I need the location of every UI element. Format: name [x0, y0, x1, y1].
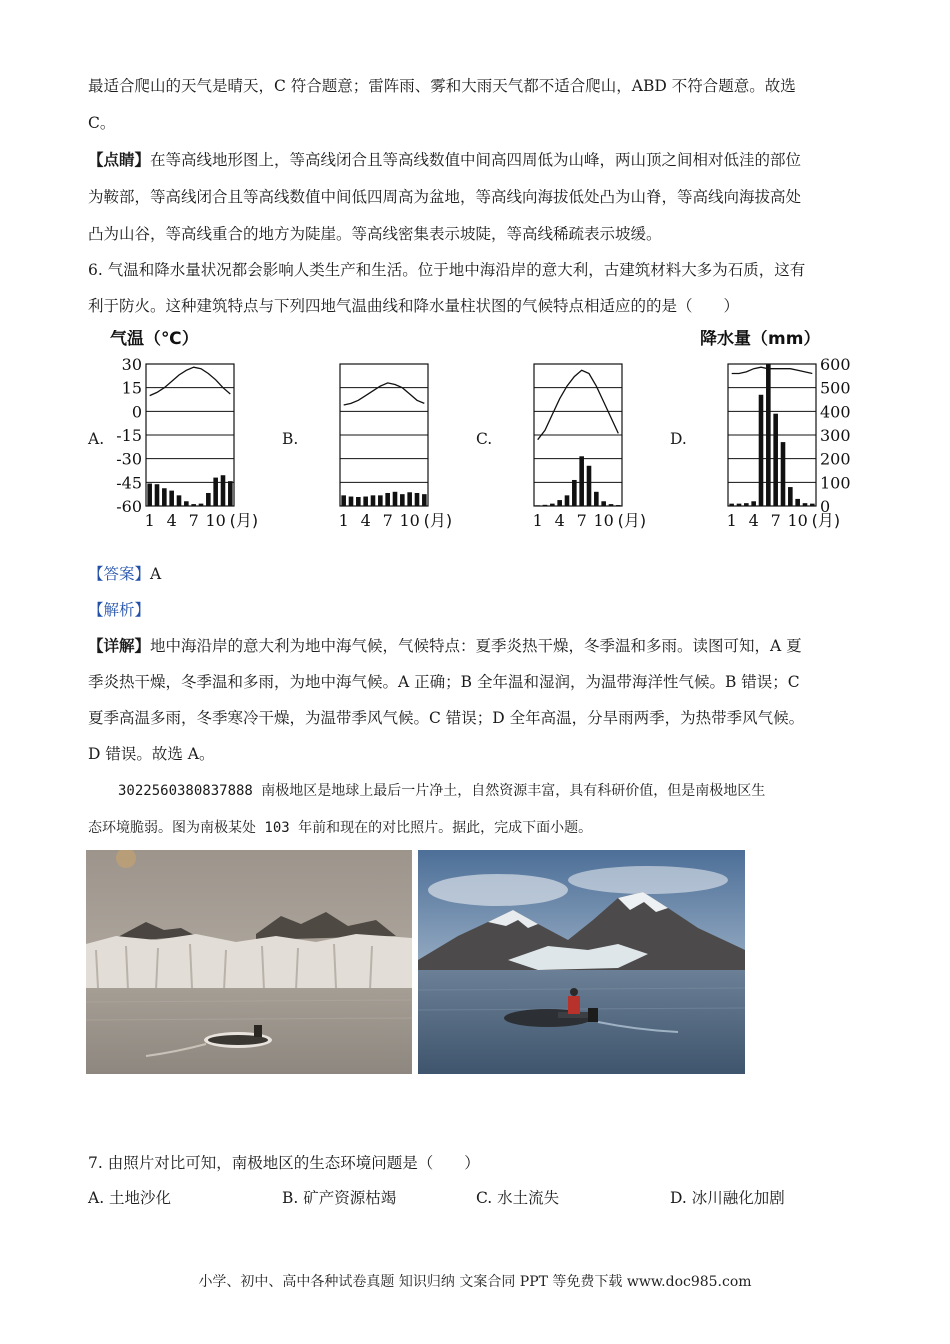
month-tick-label: 7 [188, 511, 199, 530]
detail-line: 夏季高温多雨，冬季寒冷干燥，为温带季风气候。C 错误；D 全年高温，分旱雨两季，为热带季风气候。 [88, 709, 805, 727]
precipitation-bar [601, 501, 606, 506]
precipitation-tick-label: 600 [820, 355, 851, 374]
precipitation-bar [385, 493, 390, 506]
precipitation-bar [162, 488, 167, 506]
precipitation-bar [422, 494, 427, 506]
footer-text: 小学、初中、高中各种试卷真题 知识归纳 文案合同 PPT 等免费下载 www.doc985.com [198, 1274, 752, 1290]
temperature-tick-label: 15 [121, 378, 142, 398]
precipitation-bar [737, 504, 742, 506]
question-6-stem: 利于防火。这种建筑特点与下列四地气温曲线和降水量柱状图的气候特点相适应的的是（ ） [88, 297, 740, 315]
temperature-tick-label: -15 [116, 426, 142, 445]
precipitation-bar [810, 504, 815, 506]
precipitation-bar [766, 364, 771, 506]
precipitation-tick-label: 200 [820, 449, 851, 469]
month-tick-label: 1 [338, 511, 349, 530]
precipitation-bar [587, 466, 592, 506]
dianjing-line [88, 150, 801, 170]
precipitation-bar [773, 414, 778, 506]
detail-line: 季炎热干燥，冬季温和多雨，为地中海气候。A 正确；B 全年温和湿润，为温带海洋性气候。B 错误；C [88, 673, 800, 691]
question-7-stem: 7. 由照片对比可知，南极地区的生态环境问题是（ ） [88, 1154, 480, 1172]
precipitation-tick-label: 400 [820, 402, 851, 422]
q7-option-b[interactable]: B. 矿产资源枯竭 [282, 1189, 397, 1207]
detail-label: 【详解】 [88, 636, 151, 655]
temperature-tick-label: 0 [131, 402, 142, 422]
precipitation-bar [155, 484, 160, 506]
precipitation-bar [184, 501, 189, 506]
prev-explanation-line: C。 [88, 114, 116, 132]
dianjing-text: 在等高线地形图上，等高线闭合且等高线数值中间高四周低为山峰，两山顶之间相对低洼的部位 [150, 151, 802, 169]
precipitation-bar [729, 504, 734, 506]
temperature-curve [150, 367, 231, 395]
temperature-curve [344, 383, 425, 405]
precipitation-bar [177, 495, 182, 506]
precipitation-bar [415, 493, 420, 506]
month-unit-label: (月) [229, 511, 259, 530]
month-tick-label: 10 [399, 511, 420, 530]
precipitation-bar [356, 497, 361, 506]
precipitation-bar [169, 491, 174, 506]
temperature-curve [538, 370, 619, 439]
precipitation-bar [550, 504, 555, 506]
precipitation-bar [206, 493, 211, 506]
month-unit-label: (月) [423, 511, 453, 530]
prev-explanation-line: 最适合爬山的天气是晴天，C 符合题意；雷阵雨、雾和大雨天气都不适合爬山，ABD 不符合题意。故选 [88, 77, 796, 95]
precipitation-bar [759, 395, 764, 506]
precipitation-bar [341, 495, 346, 506]
temperature-tick-label: -60 [116, 497, 142, 516]
month-tick-label: 4 [554, 511, 565, 530]
precipitation-bar [788, 487, 793, 506]
month-tick-label: 7 [770, 511, 781, 530]
precipitation-bar [609, 504, 614, 506]
precipitation-bar [363, 497, 368, 506]
precipitation-bar [543, 505, 548, 506]
month-tick-label: 1 [144, 511, 155, 530]
precipitation-bar [407, 492, 412, 506]
month-tick-label: 4 [166, 511, 177, 530]
question-6-stem: 6. 气温和降水量状况都会影响人类生产和生活。位于地中海沿岸的意大利，古建筑材料大多为石质，这有 [88, 261, 806, 279]
precipitation-bar [213, 478, 218, 506]
precipitation-bar [535, 505, 540, 506]
dianjing-line: 为鞍部，等高线闭合且等高线数值中间低四周高为盆地，等高线向海拔低处凸为山脊，等高线向海拔高处 [88, 188, 802, 206]
passage-line: 3022560380837888 南极地区是地球上最后一片净土，自然资源丰富，具有科研价值，但是南极地区生 [118, 783, 766, 799]
detail-line: D 错误。故选 A。 [88, 745, 215, 763]
precipitation-bar [803, 503, 808, 506]
climate-chart-b [302, 330, 492, 540]
precipitation-tick-label: 500 [820, 378, 851, 398]
month-tick-label: 10 [593, 511, 614, 530]
detail-text: 地中海沿岸的意大利为地中海气候，气候特点：夏季炎热干燥，冬季温和多雨。读图可知，A 夏 [150, 637, 802, 655]
month-tick-label: 10 [787, 511, 808, 530]
temperature-curve [732, 367, 813, 373]
precipitation-bar [579, 456, 584, 506]
precipitation-bar [616, 505, 621, 506]
precipitation-bar [378, 495, 383, 506]
precipitation-bar [221, 475, 226, 506]
precipitation-bar [393, 492, 398, 506]
option-c-label: C. [476, 430, 493, 448]
temperature-axis-title: 气温（℃） [110, 330, 199, 349]
modern-photo [418, 850, 745, 1074]
q7-option-a[interactable]: A. 土地沙化 [88, 1189, 172, 1207]
month-tick-label: 7 [576, 511, 587, 530]
month-tick-label: 4 [748, 511, 759, 530]
month-unit-label: (月) [617, 511, 647, 530]
climate-chart-a [108, 330, 298, 540]
precipitation-tick-label: 0 [820, 497, 831, 516]
precipitation-bar [228, 481, 233, 506]
analysis-label: 【解析】 [88, 601, 151, 619]
precipitation-bar [191, 504, 196, 506]
precipitation-bar [795, 499, 800, 506]
answer-label: 【答案】 [88, 565, 151, 583]
option-b-label: B. [282, 430, 299, 448]
month-tick-label: 10 [205, 511, 226, 530]
precipitation-axis-title: 降水量（mm） [700, 330, 821, 349]
temperature-tick-label: -45 [116, 473, 142, 493]
q7-option-d[interactable]: D. 冰川融化加剧 [670, 1189, 785, 1207]
temperature-tick-label: -30 [116, 449, 142, 469]
month-tick-label: 7 [382, 511, 393, 530]
dianjing-label: 【点睛】 [88, 150, 151, 169]
precipitation-bar [371, 495, 376, 506]
precipitation-bar [557, 500, 562, 506]
precipitation-bar [147, 484, 152, 506]
historic-photo [86, 850, 412, 1074]
precipitation-bar [781, 442, 786, 506]
month-unit-label: (月) [811, 511, 841, 530]
passage-line: 态环境脆弱。图为南极某处 103 年前和现在的对比照片。据此，完成下面小题。 [88, 820, 593, 836]
precipitation-bar [744, 503, 749, 506]
precipitation-bar [199, 504, 204, 506]
option-d-label: D. [670, 430, 687, 448]
precipitation-bar [594, 492, 599, 506]
temperature-tick-label: 30 [121, 355, 142, 374]
dianjing-line: 凸为山谷，等高线重合的地方为陡崖。等高线密集表示坡陡，等高线稀疏表示坡缓。 [88, 225, 662, 243]
precipitation-tick-label: 300 [820, 426, 851, 445]
detail-line [88, 636, 802, 656]
climate-chart-d [690, 330, 880, 540]
precipitation-tick-label: 100 [820, 473, 851, 493]
month-tick-label: 1 [726, 511, 737, 530]
answer-value: A [150, 565, 162, 583]
precipitation-bar [400, 494, 405, 506]
precipitation-bar [565, 495, 570, 506]
climate-chart-c [496, 330, 686, 540]
month-tick-label: 4 [360, 511, 371, 530]
option-a-label: A. [88, 430, 105, 448]
precipitation-bar [751, 501, 756, 506]
month-tick-label: 1 [532, 511, 543, 530]
precipitation-bar [572, 480, 577, 506]
q7-option-c[interactable]: C. 水土流失 [476, 1189, 560, 1207]
precipitation-bar [349, 497, 354, 506]
answer-line [88, 564, 161, 584]
